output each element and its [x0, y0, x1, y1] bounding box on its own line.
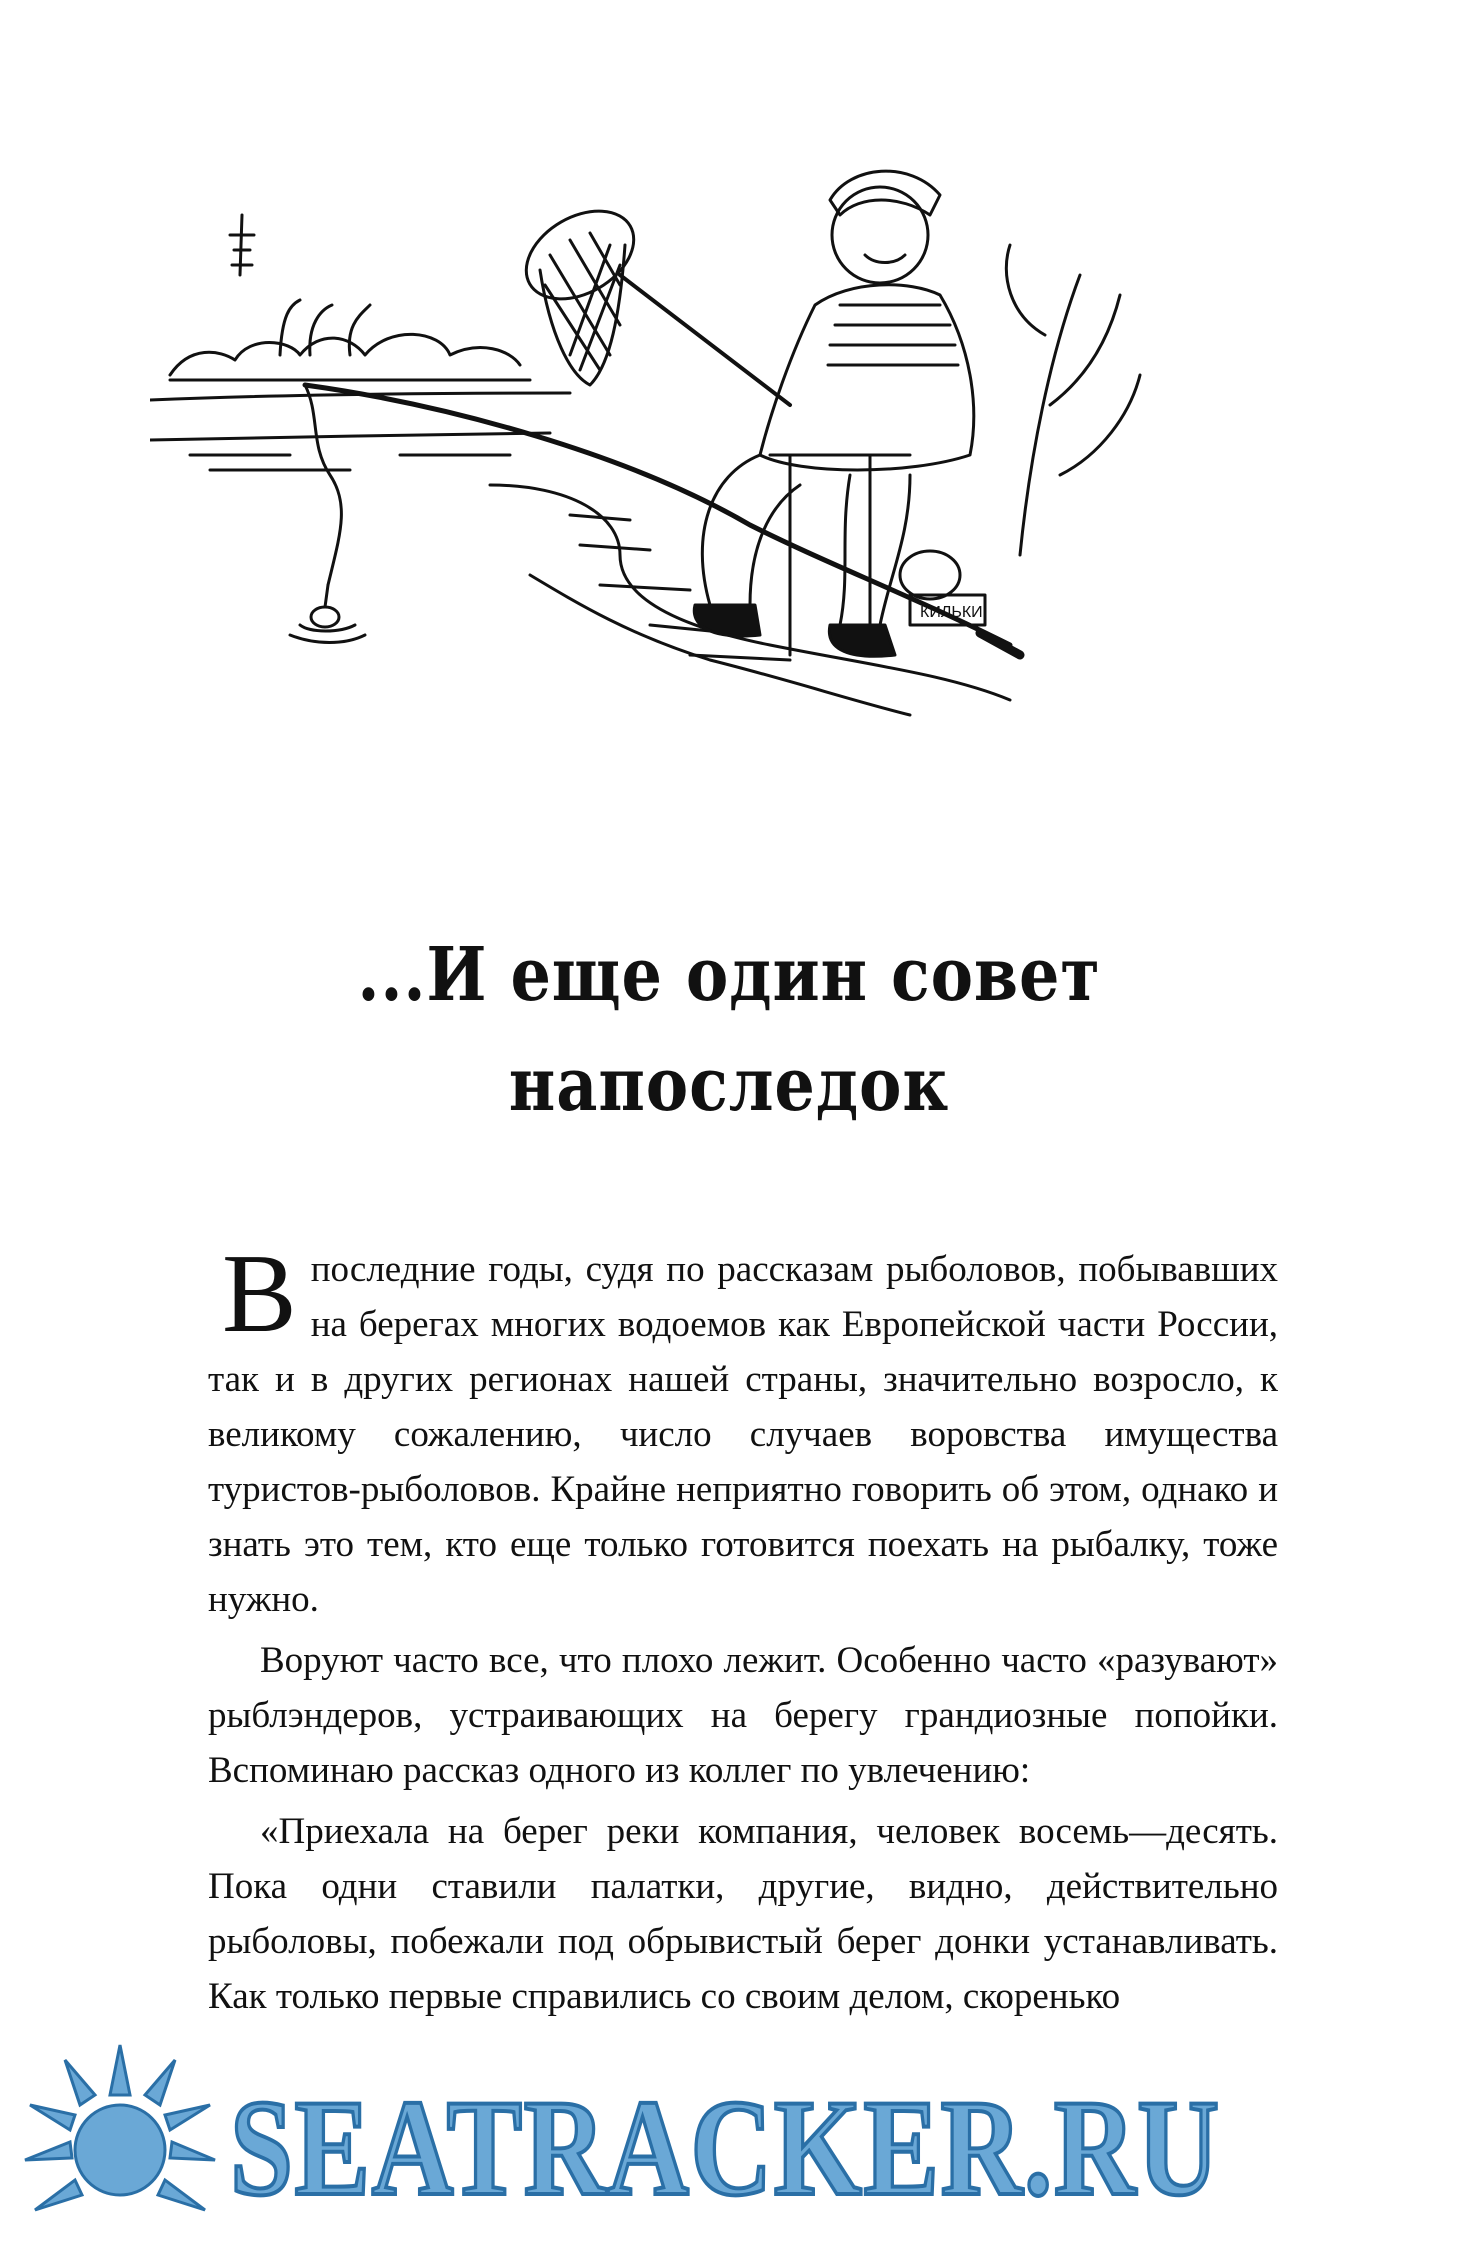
drop-cap: В	[222, 1232, 297, 1356]
fisherman-illustration	[150, 155, 1260, 755]
sun-logo-icon	[20, 2040, 220, 2240]
chapter-title-line-1: ...И еще один совет	[357, 931, 1101, 1018]
paragraph-2: Воруют часто все, что плохо лежит. Особенно часто «разувают» рыблэндеров, устраивающих на берегу грандиозные попойки. Вспоминаю рассказ одного из коллег по увлечению:	[208, 1640, 1278, 1791]
paragraph-1-text: последние годы, судя по рассказам рыболовов, побывавших на берегах многих водоемов как Европейской части России, так и в других регионах нашей страны, значительно возросло, к великому сожалению, число случаев воровства имущества туристов-рыболовов. Крайне неприятно говорить об этом, однако и знать это тем, кто еще только готовится поехать на рыбалку, тоже нужно.	[208, 1249, 1278, 1620]
watermark-text: SEATRACKER.RU	[230, 2071, 1221, 2224]
watermark	[0, 2040, 1458, 2240]
paragraph-1	[208, 1232, 1278, 1627]
chapter-title-line-2: напоследок	[508, 1041, 950, 1128]
paragraph-3: «Приехала на берег реки компания, человек восемь—десять. Пока одни ставили палатки, другие, видно, действительно рыболовы, побежали под обрывистый берег донки устанавливать. Как только первые справились со своим делом, скоренько	[208, 1811, 1278, 2017]
svg-text:КИЛЬКИ: КИЛЬКИ	[920, 604, 983, 621]
chapter-title	[102, 920, 1356, 1140]
body-text	[208, 1232, 1278, 2030]
